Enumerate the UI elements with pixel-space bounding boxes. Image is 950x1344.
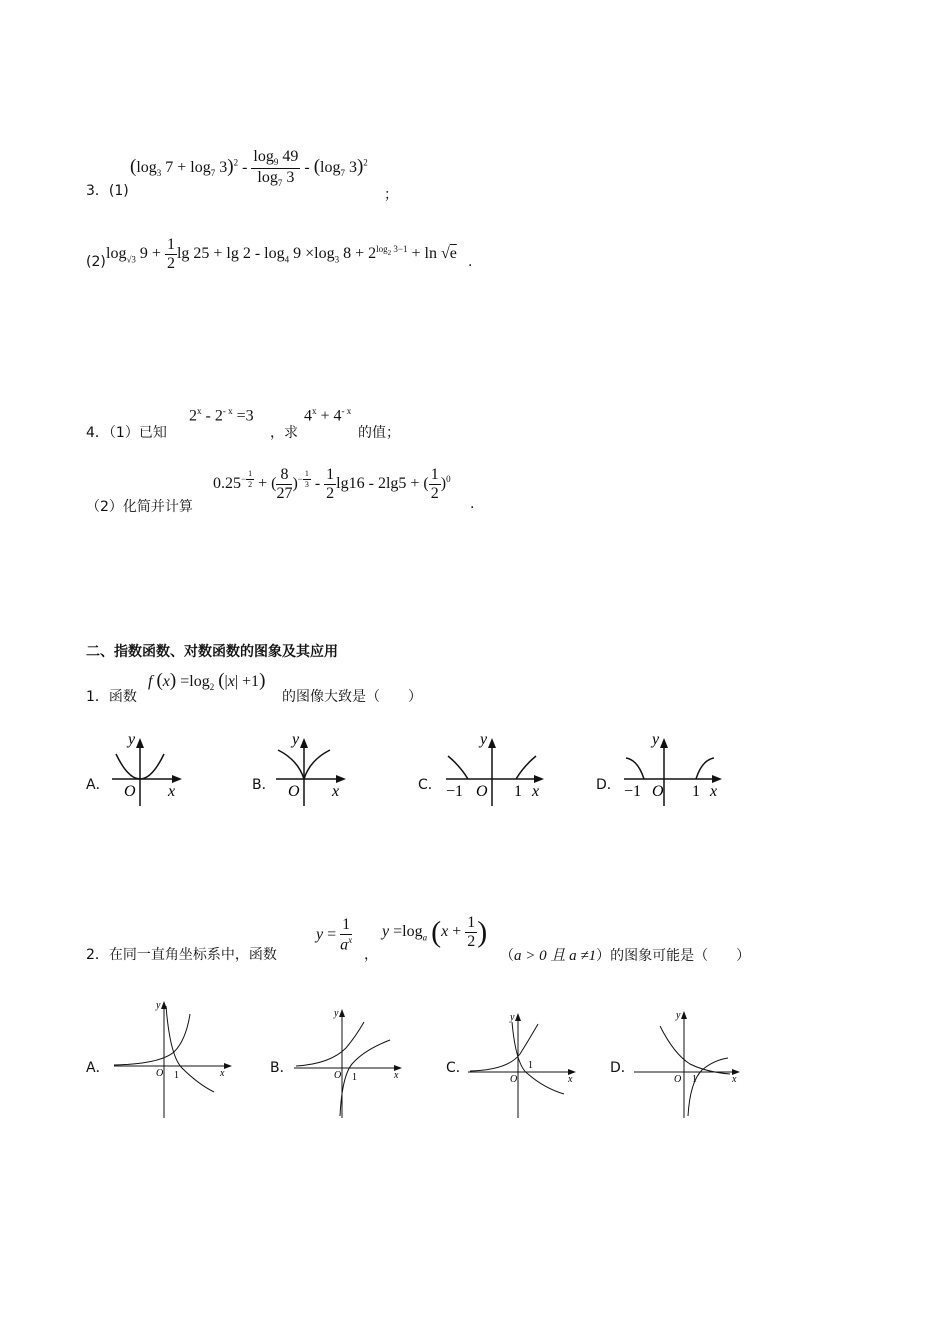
s2q2-comma: ， [364, 947, 378, 963]
s2q1-option-b-label: B． [252, 777, 276, 793]
s2q2-paren-open: （ [500, 948, 514, 964]
q3-part1-label: (1) [108, 183, 129, 199]
q4-part2-pre: （2）化简并计算 [86, 499, 193, 515]
svg-text:x: x [568, 1074, 573, 1085]
q4-given-equation: $2^x - 2^{- x} =3$ [189, 406, 254, 425]
svg-text:y: y [652, 731, 660, 748]
s2q2-pre: 在同一直角坐标系中，函数 [108, 947, 277, 963]
s2q2-option-c-label: C． [446, 1060, 470, 1076]
s2q2-graph-b [290, 1006, 410, 1120]
svg-text:x: x [168, 783, 176, 800]
svg-text:O: O [674, 1074, 682, 1085]
s2q1-number: 1． [86, 689, 109, 705]
s2q2-option-a-label: A． [86, 1060, 110, 1076]
s2q1-graph-c [440, 730, 560, 810]
s2q1-graph-d [618, 730, 738, 810]
s2q2-graph-a [110, 996, 240, 1120]
s2q2-graph-c [464, 1010, 584, 1120]
q4-number: 4． [86, 425, 109, 441]
svg-text:x: x [332, 783, 340, 800]
svg-text:x: x [710, 783, 718, 800]
section2-heading: 二、指数函数、对数函数的图象及其应用 [86, 644, 338, 660]
q3-part1-formula: ($\log_3$ $7 + \log_7 3)^2$ - $\frac{\log_9 49}{\log_7 3}$ - ($\log_7$ 3)$^2$ [130, 148, 368, 189]
s2q1-graph-a [104, 730, 194, 810]
q4-part1-mid: ，求 [270, 425, 298, 441]
s2q2-option-b-label: B． [270, 1060, 294, 1076]
svg-text:O: O [288, 783, 300, 800]
svg-text:y: y [156, 1000, 161, 1011]
s2q2-post: ）的图象可能是（ ） [596, 948, 751, 964]
q3-part2-end: . [468, 254, 473, 270]
svg-text:x: x [220, 1068, 225, 1079]
svg-text:y: y [510, 1012, 515, 1023]
svg-text:y: y [292, 731, 300, 748]
svg-text:x: x [732, 1074, 737, 1085]
s2q1-option-d-label: D． [596, 777, 621, 793]
svg-text:1: 1 [174, 1070, 179, 1081]
svg-text:O: O [334, 1070, 342, 1081]
q3-part2-label: (2) [86, 254, 106, 270]
svg-text:y: y [128, 731, 136, 748]
svg-text:O: O [652, 783, 664, 800]
svg-text:1: 1 [692, 1074, 697, 1085]
q3-part2-formula: $\log_{√3} 9$ + $\frac{1}{2}$ $\lg 25 + \lg 2 - \log_4 9 \times\log_3$ $8 + 2^{log_2 3-1} + \ln √e$ [106, 236, 457, 272]
s2q2-graph-d [630, 1008, 750, 1120]
q4-part2-formula: $0.25^{- \frac{1}{2}}$ + ( $\frac{8}{27}$ )$^{- \frac{1}{3}}$ - $\frac{1}{2}$ lg16 - 2lg5 + ( $\frac{1}{2}$ )$^0$ [213, 466, 451, 502]
s2q1-function: f $(x) =\log_2$ (|x| +1) [148, 670, 266, 693]
svg-text:1: 1 [352, 1072, 357, 1083]
s2q1-pre: 函数 [108, 689, 137, 705]
s2q2-function-1: y = $\frac{1}{a^x}$ [316, 916, 353, 953]
svg-text:O: O [510, 1074, 518, 1085]
svg-text:y: y [334, 1008, 339, 1019]
s2q1-graph-b [268, 730, 358, 810]
s2q2-number: 2． [86, 947, 109, 963]
q3-number: 3． [86, 183, 109, 199]
s2q2-function-2: $y =\log_a$ (x + $\frac{1}{2}$ ) [382, 914, 488, 950]
svg-text:1: 1 [514, 783, 522, 800]
s2q1-post: 的图像大致是（ ） [282, 689, 422, 705]
svg-text:x: x [532, 783, 540, 800]
q3-semicolon: ； [384, 187, 398, 203]
svg-text:x: x [394, 1070, 399, 1081]
s2q1-option-a-label: A． [86, 777, 110, 793]
svg-text:y: y [480, 731, 488, 748]
svg-text:O: O [476, 783, 488, 800]
svg-text:−1: −1 [446, 783, 464, 800]
svg-text:−1: −1 [624, 783, 642, 800]
svg-text:y: y [676, 1010, 681, 1021]
s2q1-option-c-label: C． [418, 777, 442, 793]
q4-target-expression: $4^x + 4^{- x}$ [304, 406, 352, 425]
svg-text:O: O [156, 1068, 164, 1079]
q4-part1-pre: （1）已知 [108, 425, 167, 441]
s2q2-option-d-label: D． [610, 1060, 635, 1076]
q4-part2-end: . [470, 496, 475, 512]
s2q2-condition: a > 0 且 a ≠1 [514, 948, 597, 964]
svg-text:1: 1 [528, 1060, 533, 1071]
svg-text:1: 1 [692, 783, 700, 800]
q4-part1-post: 的值； [358, 425, 400, 441]
svg-text:O: O [124, 783, 136, 800]
